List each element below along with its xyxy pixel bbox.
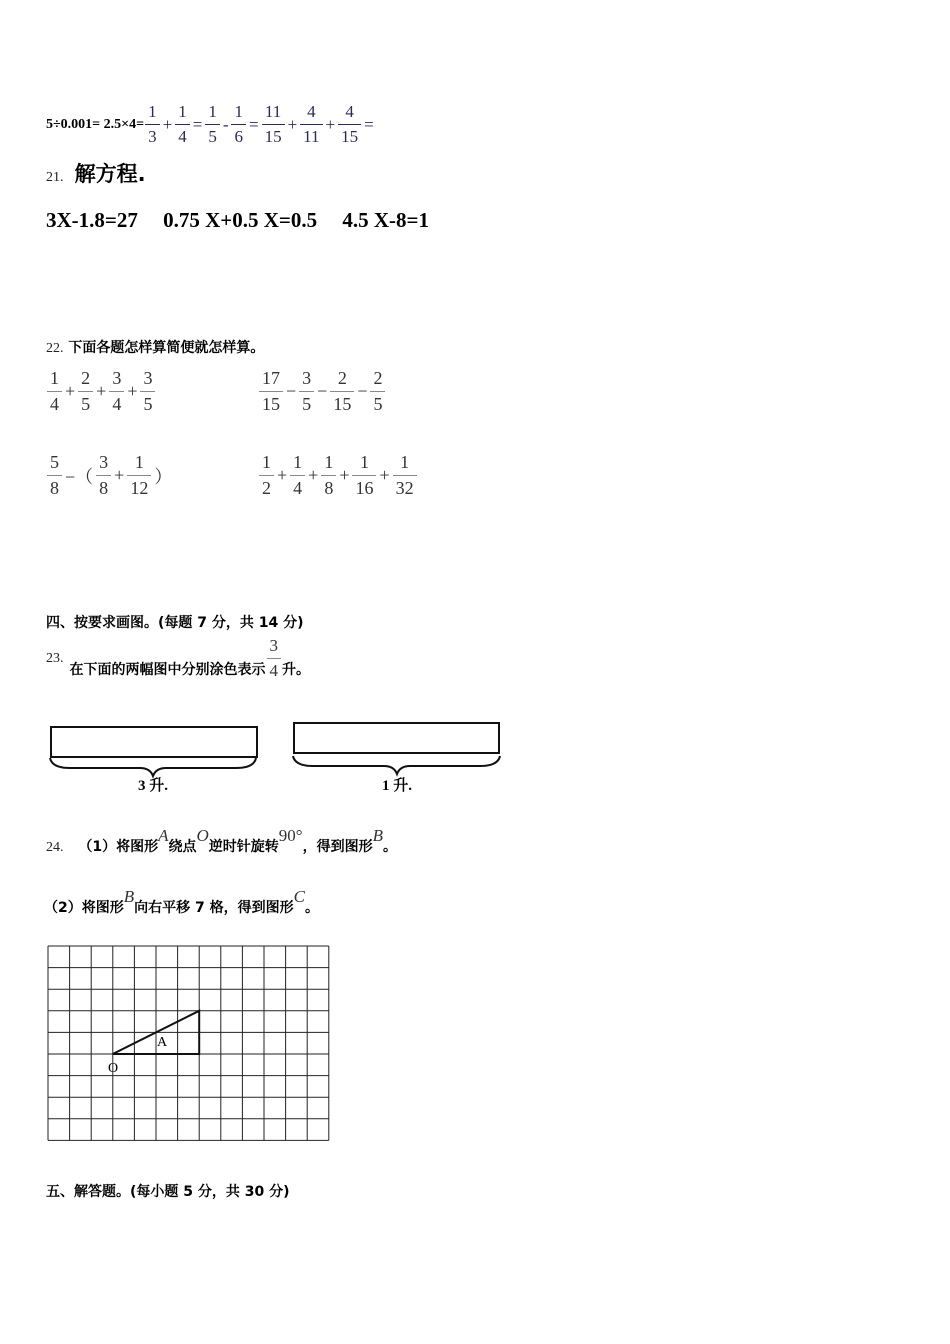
label-1-liter: 1 升. xyxy=(382,778,413,794)
operator: + xyxy=(96,381,107,401)
numerator: 5 xyxy=(50,452,59,472)
denominator: 15 xyxy=(330,391,354,415)
numerator: 11 xyxy=(264,102,282,121)
text: ，得到图形 xyxy=(302,839,373,855)
denominator: 3 xyxy=(145,124,160,147)
numerator: 1 xyxy=(262,452,271,472)
unit-text: 升。 xyxy=(282,661,310,678)
equation: 0.75 X+0.5 X=0.5 xyxy=(163,208,318,232)
operator: = xyxy=(364,114,374,134)
operator: - xyxy=(222,114,229,134)
numerator: 1 xyxy=(178,102,187,121)
operator: ） xyxy=(154,466,173,487)
numerator: 1 xyxy=(208,102,217,121)
numerator: 1 xyxy=(359,452,369,472)
operator: + xyxy=(162,114,173,134)
denominator: 5 xyxy=(299,391,314,415)
numerator: 1 xyxy=(293,452,303,472)
point-o-label: O xyxy=(196,826,209,845)
section-5-heading: 五、解答题。(每小题 5 分，共 30 分) xyxy=(46,1184,290,1200)
brace-right xyxy=(293,756,500,774)
denominator: 4 xyxy=(47,391,62,415)
numerator: 3 xyxy=(302,368,312,388)
numerator: 1 xyxy=(234,102,243,121)
numerator: 2 xyxy=(337,368,347,388)
denominator: 15 xyxy=(338,124,361,147)
text: 。 xyxy=(383,839,397,855)
numerator: 4 xyxy=(345,102,354,121)
operator: + xyxy=(114,465,125,485)
denominator: 5 xyxy=(370,391,385,415)
denominator: 4 xyxy=(290,475,305,499)
numerator: 1 xyxy=(400,452,410,472)
denominator: 32 xyxy=(393,475,417,499)
shape-b-label: B xyxy=(372,826,383,845)
operator: + xyxy=(379,465,390,485)
question-title: 解方程. xyxy=(74,162,146,186)
equation: 3X-1.8=27 xyxy=(46,208,138,232)
denominator: 15 xyxy=(262,124,285,147)
question-text: 在下面的两幅图中分别涂色表示 xyxy=(69,661,266,678)
text: 。 xyxy=(304,900,319,916)
question-24-part-1 xyxy=(46,826,397,856)
denominator: 12 xyxy=(127,475,151,499)
numerator: 17 xyxy=(262,368,280,388)
shape-b-label: B xyxy=(123,887,135,906)
angle-label: 90° xyxy=(278,826,303,845)
oral-calc-prefix: 5÷0.001= 2.5×4= xyxy=(46,116,145,132)
operator: + xyxy=(308,465,319,485)
shape-a-label: A xyxy=(158,826,169,845)
text: 绕点 xyxy=(168,839,197,855)
denominator: 6 xyxy=(231,124,246,147)
numerator: 2 xyxy=(81,368,91,388)
denominator: 5 xyxy=(78,391,93,415)
question-number: 24. xyxy=(46,840,64,855)
question-24-part-2 xyxy=(44,887,319,917)
operator: + xyxy=(65,381,76,401)
point-o-label: O xyxy=(108,1061,119,1076)
operator: + xyxy=(339,465,350,485)
brace-drawings xyxy=(0,0,520,800)
denominator: 4 xyxy=(267,658,282,681)
question-number: 23. xyxy=(46,650,64,666)
numerator: 3 xyxy=(143,368,153,388)
denominator: 16 xyxy=(352,475,376,499)
numerator: 3 xyxy=(112,368,122,388)
question-number: 22. xyxy=(46,341,64,356)
question-number: 21. xyxy=(46,170,64,185)
denominator: 8 xyxy=(96,475,111,499)
denominator: 5 xyxy=(140,391,155,415)
operator: = xyxy=(192,114,203,134)
text: 逆时针旋转 xyxy=(208,839,279,855)
operator: −（ xyxy=(65,466,94,487)
numerator: 1 xyxy=(50,368,59,388)
operator: + xyxy=(127,381,138,401)
denominator: 15 xyxy=(259,391,283,415)
square-grid[interactable] xyxy=(47,945,331,1143)
numerator: 1 xyxy=(134,452,144,472)
operator: + xyxy=(325,114,336,134)
numerator: 2 xyxy=(373,368,383,388)
denominator: 4 xyxy=(109,391,124,415)
label-3-liters: 3 升. xyxy=(138,778,169,794)
operator: − xyxy=(357,381,368,401)
question-title: 下面各题怎样算简便就怎样算。 xyxy=(68,340,265,356)
equation: 4.5 X-8=1 xyxy=(342,208,430,232)
denominator: 5 xyxy=(205,124,220,147)
numerator: 1 xyxy=(148,102,157,121)
denominator: 2 xyxy=(259,475,274,499)
numerator: 3 xyxy=(269,636,278,655)
numerator: 3 xyxy=(99,452,109,472)
denominator: 11 xyxy=(300,124,322,147)
operator: − xyxy=(286,381,297,401)
operator: = xyxy=(248,114,259,134)
denominator: 8 xyxy=(321,475,336,499)
operator: − xyxy=(317,381,328,401)
text: 向右平移 7 格，得到图形 xyxy=(134,900,294,916)
triangle-a-label: A xyxy=(157,1035,168,1050)
text: （2）将图形 xyxy=(44,900,124,916)
numerator: 1 xyxy=(324,452,334,472)
operator: + xyxy=(277,465,288,485)
shape-c-label: C xyxy=(293,887,305,906)
denominator: 8 xyxy=(47,475,62,499)
text: （1）将图形 xyxy=(78,839,159,855)
numerator: 4 xyxy=(307,102,316,121)
denominator: 4 xyxy=(175,124,190,147)
operator: + xyxy=(287,114,298,134)
section-4-heading: 四、按要求画图。(每题 7 分，共 14 分) xyxy=(46,615,304,631)
